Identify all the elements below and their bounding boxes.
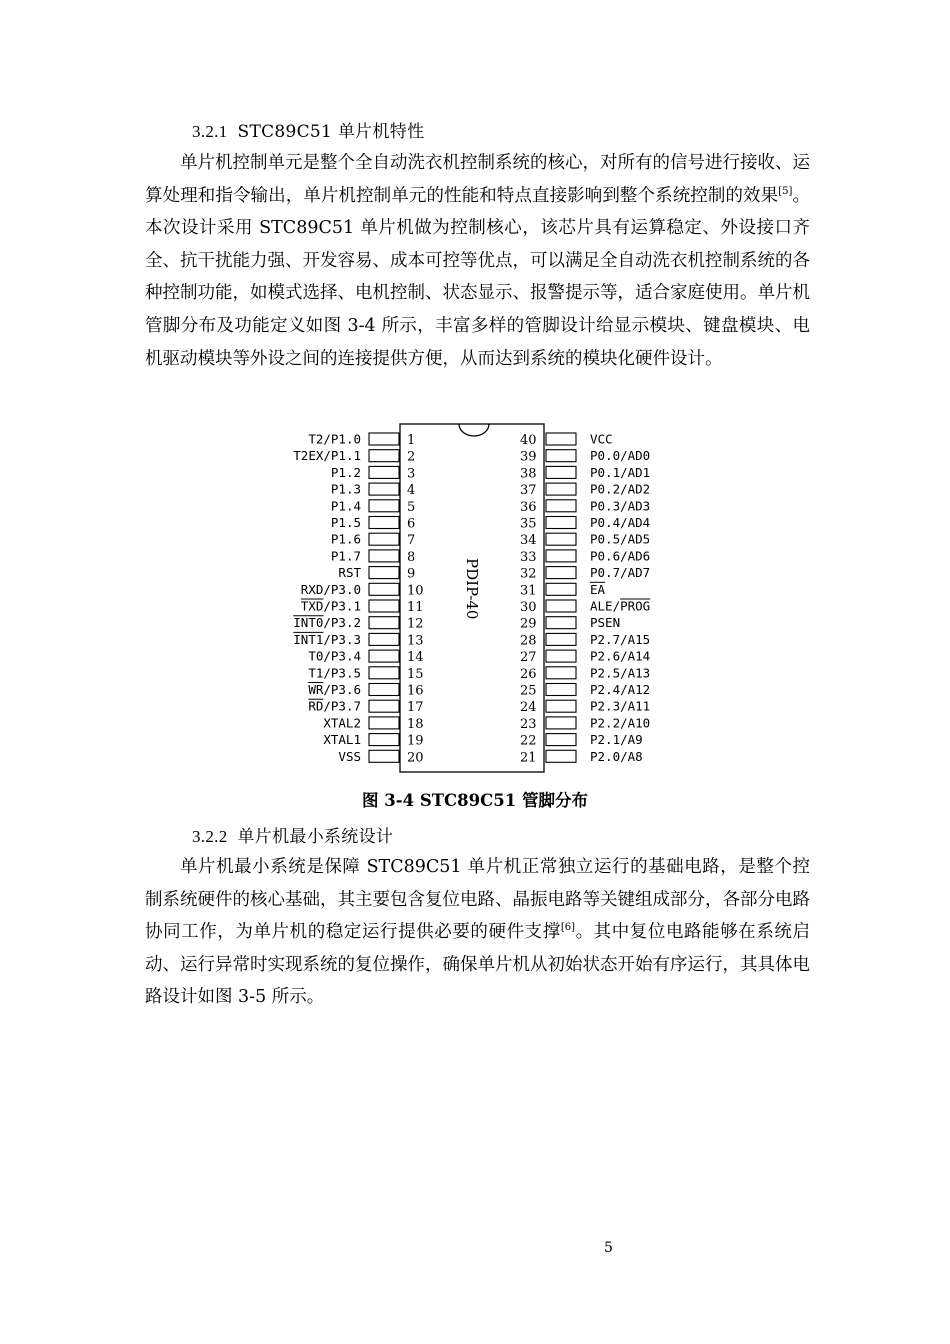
pin-label: P0.1/AD1 bbox=[590, 464, 651, 480]
page-number: 5 bbox=[604, 1240, 613, 1256]
pin-box bbox=[369, 717, 399, 729]
pin-box bbox=[369, 500, 399, 512]
pin-box bbox=[546, 717, 576, 729]
pin-box bbox=[546, 517, 576, 529]
pin-number: 5 bbox=[407, 499, 416, 515]
pin-label: P0.6/AD6 bbox=[590, 548, 651, 564]
pin-number: 23 bbox=[520, 716, 537, 732]
pin-label: EA bbox=[590, 581, 606, 597]
pin-box bbox=[546, 433, 576, 445]
section-number: 3.2.2 bbox=[192, 827, 228, 846]
pin-number: 27 bbox=[520, 650, 537, 666]
pin-label: ALE/PROG bbox=[590, 598, 651, 614]
pin-number: 39 bbox=[520, 449, 537, 465]
section-title: STC89C51 单片机特性 bbox=[237, 122, 425, 142]
pin-label: XTAL1 bbox=[323, 732, 361, 748]
pin-box bbox=[369, 734, 399, 746]
pin-number: 14 bbox=[407, 650, 424, 666]
pin-number: 3 bbox=[407, 466, 416, 482]
pin-label: P0.2/AD2 bbox=[590, 481, 651, 497]
pin-label: P1.6 bbox=[330, 531, 361, 547]
pin-number: 29 bbox=[520, 616, 537, 632]
pin-number: 2 bbox=[407, 449, 416, 465]
pin-number: 4 bbox=[407, 483, 416, 499]
pin-number: 19 bbox=[407, 733, 424, 749]
pin-box bbox=[546, 750, 576, 762]
pin-box bbox=[369, 466, 399, 478]
pin-number: 20 bbox=[407, 750, 424, 766]
section-title: 单片机最小系统设计 bbox=[237, 827, 394, 847]
pin-label: WR/P3.6 bbox=[308, 682, 361, 697]
pin-label: TXD/P3.1 bbox=[300, 598, 361, 614]
pin-label: T2/P1.0 bbox=[308, 431, 361, 447]
pin-box bbox=[546, 567, 576, 579]
pin-label: P1.5 bbox=[330, 515, 361, 530]
pin-label: P2.2/A10 bbox=[590, 715, 651, 731]
pin-number: 7 bbox=[407, 533, 416, 549]
paragraph-minimum-system bbox=[145, 851, 810, 1014]
pin-box bbox=[546, 583, 576, 595]
pin-box bbox=[369, 617, 399, 629]
pin-box bbox=[546, 650, 576, 662]
pin-label: XTAL2 bbox=[323, 715, 361, 731]
pin-number: 6 bbox=[407, 516, 416, 532]
pin-label: P2.3/A11 bbox=[590, 698, 651, 714]
pin-box bbox=[546, 600, 576, 612]
pin-box bbox=[546, 450, 576, 462]
pin-box bbox=[546, 684, 576, 696]
pin-box bbox=[369, 684, 399, 696]
pin-box bbox=[546, 617, 576, 629]
pin-label: T2EX/P1.1 bbox=[293, 448, 361, 464]
pin-label: P0.5/AD5 bbox=[590, 531, 651, 547]
pin-box bbox=[546, 483, 576, 495]
pin-number: 10 bbox=[407, 583, 424, 599]
pin-label: P1.7 bbox=[330, 548, 361, 564]
pin-label: P1.3 bbox=[330, 481, 361, 497]
pin-number: 11 bbox=[407, 600, 424, 615]
pin-number: 32 bbox=[520, 566, 537, 582]
pin-label: P2.1/A9 bbox=[590, 732, 643, 748]
citation-ref: [5] bbox=[778, 185, 793, 197]
pin-box bbox=[546, 533, 576, 545]
pin-number: 1 bbox=[407, 433, 416, 448]
pin-number: 33 bbox=[520, 549, 537, 565]
pin-label: T0/P3.4 bbox=[308, 648, 361, 664]
pin-number: 12 bbox=[407, 616, 424, 632]
pin-label: P1.4 bbox=[330, 498, 361, 514]
pin-number: 37 bbox=[520, 483, 537, 499]
figure-caption: 图 3-4 STC89C51 管脚分布 bbox=[362, 791, 588, 810]
paragraph-text: 。本次设计采用 STC89C51 单片机做为控制核心，该芯片具有运算稳定、外设接口齐全、抗干扰能力强、开发容易、成本可控等优点，可以满足全自动洗衣机控制系统的各种控制功能，如模式选择、电机控制、状态显示、报警提示等，适合家庭使用。单片机管脚分布及功能定义如图 3-4 所示，丰富多样的管脚设计给显示模块、键盘模块、电机驱动模块等外设之间的连接提供方便，从而达到系统的模块化硬件设计。 bbox=[145, 185, 811, 369]
pin-label: RST bbox=[338, 565, 361, 581]
pin-number: 8 bbox=[407, 549, 416, 565]
pin-box bbox=[546, 500, 576, 512]
pin-label: VCC bbox=[590, 431, 613, 447]
pin-box bbox=[546, 700, 576, 712]
pin-label: P0.0/AD0 bbox=[590, 448, 651, 464]
pin-number: 34 bbox=[520, 533, 537, 549]
pin-number: 21 bbox=[520, 750, 537, 766]
pin-number: 15 bbox=[407, 666, 424, 682]
pin-number: 24 bbox=[520, 700, 537, 716]
pin-box bbox=[369, 433, 399, 445]
paragraph-text: 单片机最小系统是保障 STC89C51 单片机正常独立运行的基础电路，是整个控制系统硬件的核心基础，其主要包含复位电路、晶振电路等关键组成部分，各部分电路协同工作，为单片机的稳定运行提供必要的硬件支撑 bbox=[145, 857, 810, 943]
pin-box bbox=[546, 667, 576, 679]
pin-label: P2.0/A8 bbox=[590, 748, 643, 764]
chip-notch bbox=[459, 424, 489, 436]
pin-number: 30 bbox=[520, 600, 537, 615]
pin-box bbox=[369, 700, 399, 712]
pin-number: 26 bbox=[520, 666, 537, 682]
pin-box bbox=[369, 650, 399, 662]
pin-label: P1.2 bbox=[330, 464, 361, 480]
pin-label: T1/P3.5 bbox=[308, 665, 361, 681]
pin-box bbox=[369, 600, 399, 612]
pin-box bbox=[369, 450, 399, 462]
pin-label: P2.5/A13 bbox=[590, 665, 651, 681]
pin-box bbox=[546, 734, 576, 746]
pin-label: P2.7/A15 bbox=[590, 631, 651, 647]
pin-number: 13 bbox=[407, 633, 424, 649]
pin-number: 17 bbox=[407, 700, 424, 716]
pin-box bbox=[369, 667, 399, 679]
pin-number: 22 bbox=[520, 733, 537, 749]
section-heading-3-2-2 bbox=[192, 822, 393, 847]
pin-label: P0.3/AD3 bbox=[590, 498, 651, 514]
pin-number: 9 bbox=[407, 566, 416, 582]
pin-label: P0.7/AD7 bbox=[590, 565, 651, 581]
pin-box bbox=[369, 550, 399, 562]
pin-number: 28 bbox=[520, 633, 537, 649]
pin-number: 31 bbox=[520, 583, 537, 599]
pin-label: PSEN bbox=[590, 615, 621, 631]
pin-number: 18 bbox=[407, 716, 424, 732]
pin-number: 36 bbox=[520, 499, 537, 515]
pin-label: RD/P3.7 bbox=[308, 698, 361, 714]
pin-box bbox=[369, 583, 399, 595]
pin-label: P2.6/A14 bbox=[590, 648, 651, 664]
pin-number: 16 bbox=[407, 683, 424, 699]
pin-label: INT1/P3.3 bbox=[293, 631, 361, 647]
pin-box bbox=[546, 550, 576, 562]
pin-box bbox=[369, 533, 399, 545]
pin-box bbox=[369, 750, 399, 762]
pin-label: INT0/P3.2 bbox=[293, 615, 361, 631]
pin-box bbox=[369, 517, 399, 529]
pin-label: P0.4/AD4 bbox=[590, 515, 651, 530]
section-number: 3.2.1 bbox=[192, 122, 228, 141]
pin-number: 35 bbox=[520, 516, 537, 532]
pin-box bbox=[369, 483, 399, 495]
pin-box bbox=[546, 466, 576, 478]
pin-label: VSS bbox=[338, 748, 361, 764]
pin-box bbox=[546, 633, 576, 645]
pin-box bbox=[369, 567, 399, 579]
pin-label: P2.4/A12 bbox=[590, 682, 651, 697]
paragraph-text: 。其中复位电路能够在系统启动、运行异常时实现系统的复位操作，确保单片机从初始状态开始有序运行，其具体电路设计如图 3-5 所示。 bbox=[145, 922, 811, 1008]
pin-number: 40 bbox=[520, 433, 537, 448]
pin-number: 38 bbox=[520, 466, 537, 482]
citation-ref: [6] bbox=[560, 922, 575, 934]
package-label: PDIP-40 bbox=[463, 558, 481, 620]
paragraph-text: 单片机控制单元是整个全自动洗衣机控制系统的核心，对所有的信号进行接收、运算处理和指令输出，单片机控制单元的性能和特点直接影响到整个系统控制的效果 bbox=[145, 153, 810, 206]
pin-label: RXD/P3.0 bbox=[300, 581, 361, 597]
pin-number: 25 bbox=[520, 683, 537, 699]
pin-box bbox=[369, 633, 399, 645]
